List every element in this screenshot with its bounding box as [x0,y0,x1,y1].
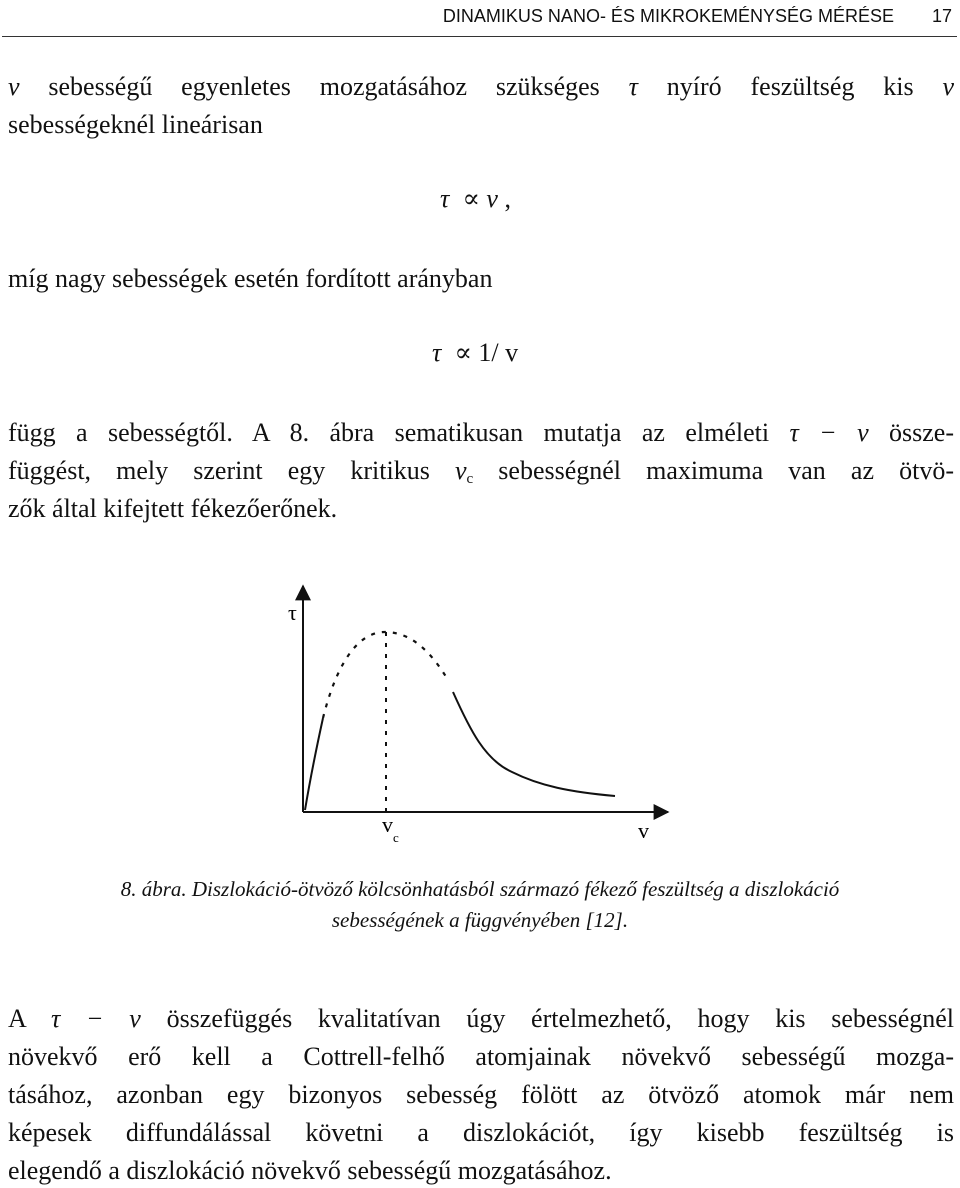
para4-line5: elegendő a diszlokáció növekvő sebességű mozgatásához. [8,1156,612,1185]
y-axis-label: τ [288,600,297,625]
vc-subscript: c [393,830,399,845]
x-axis-label: v [638,818,649,843]
tau-v-relation: τ − v [51,1004,141,1033]
para4-line3: tásához, azonban egy bizonyos sebesség fölött az ötvöző atomok már nem [8,1080,954,1109]
text-span: A [8,1004,52,1033]
text-span: sebességnél maximuma van az ötvö- [473,456,954,485]
text-span: függ a sebességtől. A 8. ábra sematikusan mutatja az elméleti [8,418,790,447]
running-header [0,6,960,30]
para1-line1 [8,70,954,104]
falling-curve-solid [453,692,615,796]
text-span: függést, mely szerint egy kritikus [8,456,455,485]
subscript-c: c [466,471,474,487]
var-tau: τ [628,72,638,101]
caption-line2: sebességének a függvényében [12]. [331,908,629,932]
tau-v-figure [0,570,960,860]
vc-label: v [382,812,393,837]
header-title: DINAMIKUS NANO- ÉS MIKROKEMÉNYSÉG MÉRÉSE [442,6,894,26]
caption-line1: 8. ábra. Diszlokáció-ötvöző kölcsönhatásból származó fékező feszültség a diszlokáció [120,877,840,901]
proportional-symbol: ∝ [454,338,472,367]
rising-curve-solid [305,718,323,810]
proportional-symbol: ∝ [462,184,480,213]
page-number: 17 [931,6,952,26]
para1-line2: sebességeknél lineárisan [8,110,263,139]
eq-tau: τ [440,184,450,213]
var-v: v [454,456,467,485]
para2: míg nagy sebességek esetén fordított arányban [8,264,493,293]
equation-linear [440,184,511,214]
eq-tau: τ [432,338,442,367]
header-rule [2,36,957,37]
para3-line1 [8,416,954,450]
para4-line1 [8,1002,954,1036]
text-span: sebességű egyenletes mozgatásához szükséges [19,72,629,101]
tau-v-relation: τ − v [789,418,869,447]
para3-line2 [8,454,954,492]
equation-inverse [432,338,518,368]
eq-v: v [486,184,498,213]
eq-inverse-v: 1/ v [478,338,519,367]
text-span: nyíró feszültség kis [637,72,943,101]
text-span: összefüggés kvalitatívan úgy értelmezhető, hogy kis sebességnél [140,1004,954,1033]
var-v: v [8,72,20,101]
eq-comma: , [504,184,511,213]
text-span: össze- [868,418,955,447]
para3-line3: zők által kifejtett fékezőerőnek. [8,494,338,523]
para4-line4: képesek diffundálással követni a diszlokációt, így kisebb feszültség is [8,1118,954,1147]
para4-line2: növekvő erő kell a Cottrell-felhő atomjainak növekvő sebességű mozga- [8,1042,954,1071]
var-v: v [942,72,954,101]
